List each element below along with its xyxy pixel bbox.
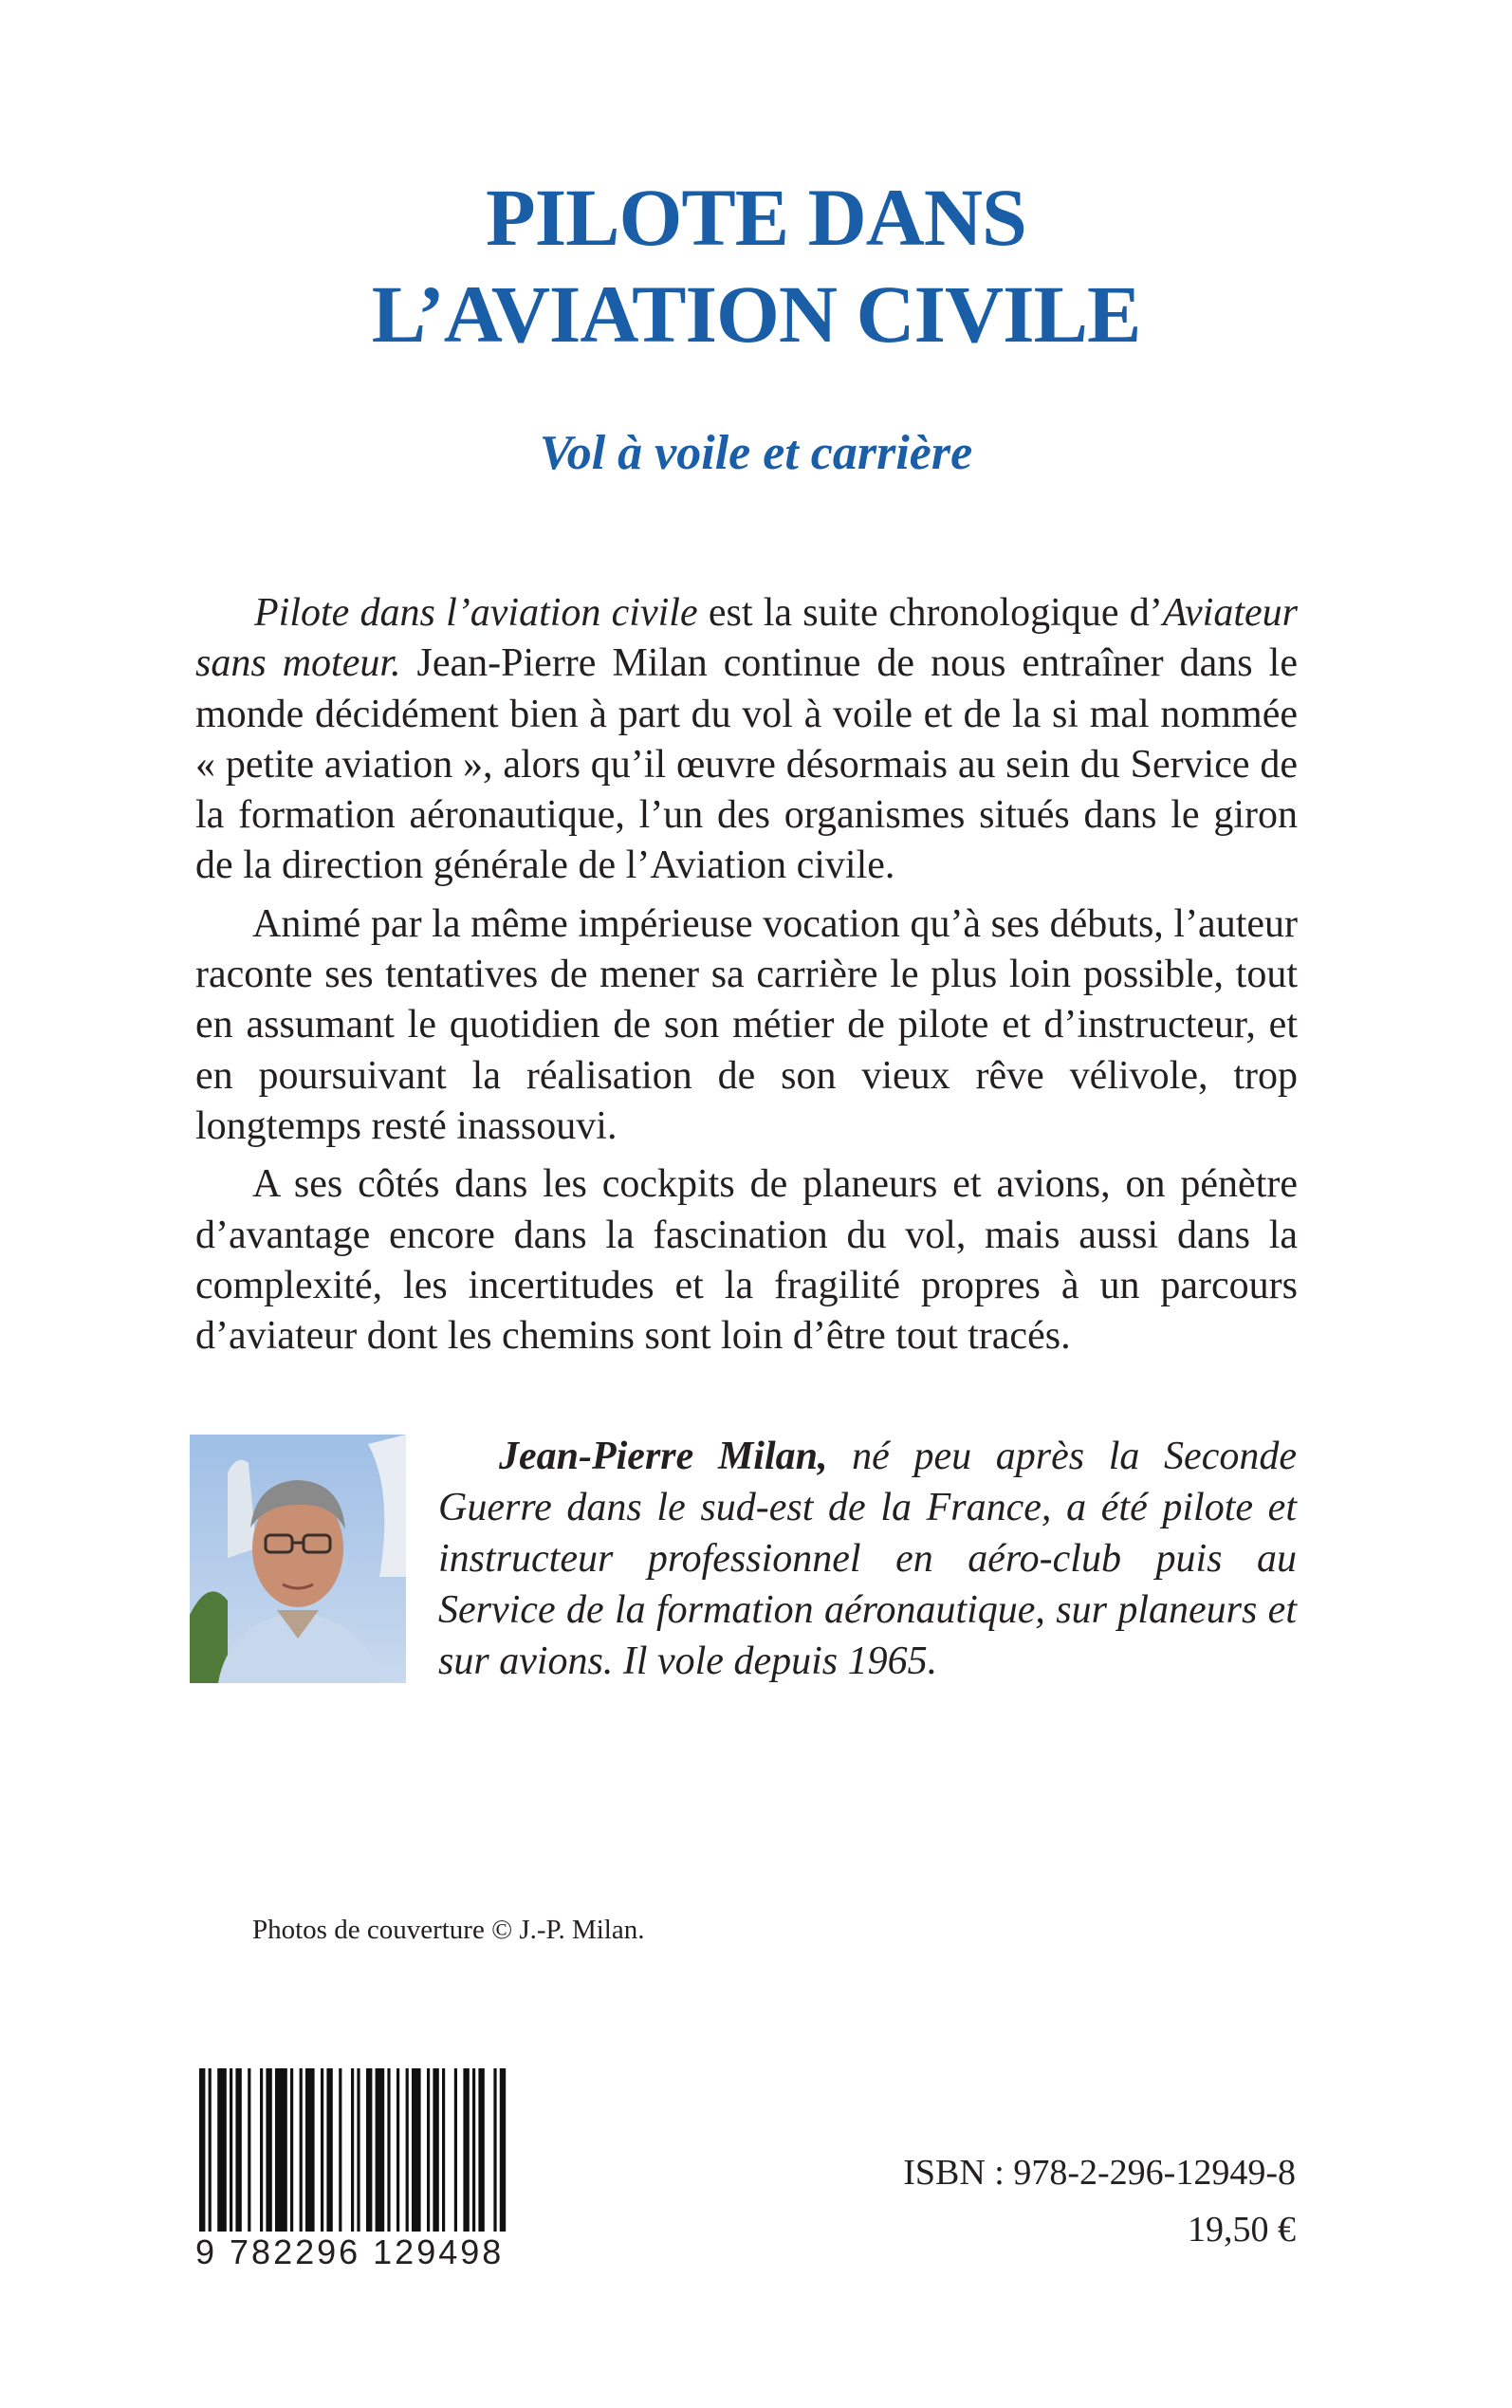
summary-paragraph-2: Animé par la même impérieuse vocation qu’à ses débuts, l’auteur raconte ses tentatives de mener sa carrière le plus loin possible, tout en assumant le quotidien de son métier de pilote et d’instructeur, et en poursuivant la réalisation de son vieux rêve vélivole, trop longtemps resté inassouvi. [195,901,1298,1148]
barcode-digits: 9 782296 129498 [195,2232,505,2271]
book-subtitle: Vol à voile et carrière [539,426,973,480]
author-bio [438,1431,1297,1687]
isbn-label: ISBN : 978-2-296-12949-8 [903,2153,1296,2193]
summary-paragraph-3: A ses côtés dans les cockpits de planeurs et avions, on pénètre d’avantage encore dans la fascination du vol, mais aussi dans la complexité, les incertitudes et la fragilité propres à un parcours d’aviateur dont les chemins sont loin d’être tout tracés. [195,1162,1298,1359]
price-label: 19,50 € [1188,2210,1296,2250]
summary-text-span: est la suite chronologique d’ [697,591,1163,635]
book-title-line2: L’AVIATION CIVILE [371,269,1141,360]
author-name: Jean-Pierre Milan, [499,1435,828,1478]
author-bio-text: né peu après la Seconde Guerre dans le sud-est de la France, a été pilote et instructeur professionnel en aéro-club puis au Service de la formation aéronautique, sur planeurs et sur avions. Il vole depuis 1965. [438,1435,1297,1683]
author-photo [190,1435,406,1683]
previous-book-ref: Aviateur sans moteur. [195,591,1298,686]
summary-paragraph-1 [195,588,1298,892]
summary-text-span: Jean-Pierre Milan continue de nous entraîner dans le monde décidément bien à part du vol à voile et de la si mal nommée « petite aviation », alors qu’il œuvre désormais au sein du Service de la formation aéronautique, l’un des organismes situés dans le giron de la direction générale de l’Aviation civile. [195,641,1298,888]
barcode-icon [195,2068,508,2239]
book-title-line1: PILOTE DANS [486,172,1026,263]
photo-credit: Photos de couverture © J.-P. Milan. [252,1915,645,1945]
author-photo-image [190,1435,406,1683]
book-title [0,169,1512,362]
summary-text [195,588,1298,1369]
book-title-ref: Pilote dans l’aviation civile [254,591,698,635]
